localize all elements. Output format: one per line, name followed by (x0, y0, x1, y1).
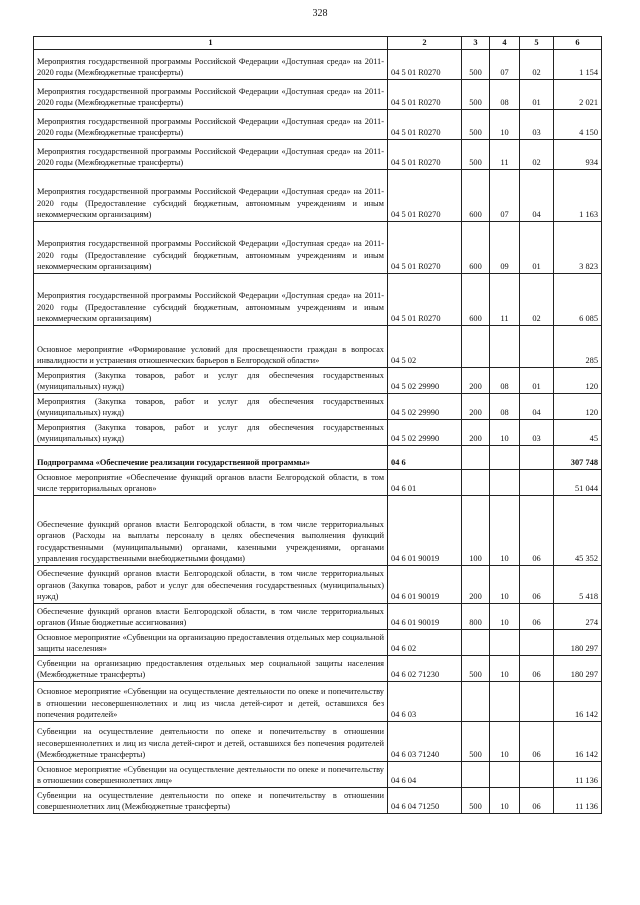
row-name-cell: Мероприятия (Закупка товаров, работ и услуг для обеспечения государственных (муниципальных) нужд) (34, 420, 388, 446)
row-section-cell: 10 (490, 496, 520, 566)
row-expense-type-cell (462, 446, 490, 470)
row-section-cell: 10 (490, 420, 520, 446)
row-amount-cell: 120 (554, 368, 602, 394)
row-expense-type-cell (462, 682, 490, 722)
row-code-cell: 04 6 04 (388, 762, 462, 788)
row-amount-cell: 934 (554, 140, 602, 170)
row-section-cell (490, 470, 520, 496)
row-subsection-cell: 06 (520, 788, 554, 814)
column-header: 4 (490, 37, 520, 50)
row-code-cell: 04 5 01 R0270 (388, 170, 462, 222)
row-subsection-cell: 02 (520, 140, 554, 170)
row-subsection-cell: 01 (520, 80, 554, 110)
table-row (34, 80, 602, 110)
row-subsection-cell: 02 (520, 50, 554, 80)
row-subsection-cell: 01 (520, 368, 554, 394)
row-amount-cell: 51 044 (554, 470, 602, 496)
row-name-cell: Мероприятия (Закупка товаров, работ и услуг для обеспечения государственных (муниципальных) нужд) (34, 368, 388, 394)
table-row (34, 762, 602, 788)
header-row (34, 37, 602, 50)
row-section-cell: 11 (490, 140, 520, 170)
row-name-cell: Обеспечение функций органов власти Белгородской области, в том числе территориальных органов (Закупка товаров, работ и услуг для обеспечения государственных (муниципальных) нужд) (34, 566, 388, 604)
row-section-cell (490, 326, 520, 368)
row-name-cell: Подпрограмма «Обеспечение реализации государственной программы» (34, 446, 388, 470)
row-amount-cell: 180 297 (554, 656, 602, 682)
row-name-cell: Мероприятия государственной программы Российской Федерации «Доступная среда» на 2011-2020 годы (Предоставление субсидий бюджетным, автономным учреждениям и иным некоммерческим организациям) (34, 274, 388, 326)
row-expense-type-cell: 500 (462, 140, 490, 170)
row-section-cell: 09 (490, 222, 520, 274)
table-row (34, 604, 602, 630)
row-expense-type-cell (462, 630, 490, 656)
table-row (34, 788, 602, 814)
row-amount-cell: 3 823 (554, 222, 602, 274)
row-amount-cell: 16 142 (554, 722, 602, 762)
row-name-cell: Мероприятия государственной программы Российской Федерации «Доступная среда» на 2011-2020 годы (Предоставление субсидий бюджетным, автономным учреждениям и иным некоммерческим организациям) (34, 222, 388, 274)
row-subsection-cell: 02 (520, 274, 554, 326)
row-section-cell: 07 (490, 50, 520, 80)
row-section-cell: 08 (490, 80, 520, 110)
row-amount-cell: 11 136 (554, 762, 602, 788)
row-amount-cell: 16 142 (554, 682, 602, 722)
row-expense-type-cell (462, 470, 490, 496)
row-subsection-cell: 03 (520, 110, 554, 140)
row-name-cell: Мероприятия государственной программы Российской Федерации «Доступная среда» на 2011-2020 годы (Предоставление субсидий бюджетным, автономным учреждениям и иным некоммерческим организациям) (34, 170, 388, 222)
row-section-cell: 08 (490, 368, 520, 394)
row-subsection-cell (520, 326, 554, 368)
table-row (34, 496, 602, 566)
row-expense-type-cell: 600 (462, 222, 490, 274)
row-subsection-cell (520, 630, 554, 656)
table-row (34, 630, 602, 656)
row-section-cell: 10 (490, 566, 520, 604)
row-amount-cell: 120 (554, 394, 602, 420)
row-subsection-cell (520, 446, 554, 470)
row-code-cell: 04 6 (388, 446, 462, 470)
row-section-cell: 10 (490, 722, 520, 762)
row-section-cell: 10 (490, 656, 520, 682)
column-header: 6 (554, 37, 602, 50)
row-expense-type-cell: 500 (462, 722, 490, 762)
row-name-cell: Мероприятия (Закупка товаров, работ и услуг для обеспечения государственных (муниципальных) нужд) (34, 394, 388, 420)
row-amount-cell: 45 (554, 420, 602, 446)
budget-table (33, 36, 602, 814)
row-subsection-cell (520, 470, 554, 496)
row-subsection-cell (520, 682, 554, 722)
table-row (34, 682, 602, 722)
row-section-cell (490, 446, 520, 470)
row-name-cell: Мероприятия государственной программы Российской Федерации «Доступная среда» на 2011-2020 годы (Межбюджетные трансферты) (34, 50, 388, 80)
row-expense-type-cell: 500 (462, 50, 490, 80)
column-header: 5 (520, 37, 554, 50)
row-expense-type-cell: 100 (462, 496, 490, 566)
row-subsection-cell: 06 (520, 566, 554, 604)
table-row (34, 368, 602, 394)
row-code-cell: 04 5 01 R0270 (388, 80, 462, 110)
table-row (34, 326, 602, 368)
row-name-cell: Обеспечение функций органов власти Белгородской области, в том числе территориальных органов (Расходы на выплаты персоналу в целях обеспечения выполнения функций государственными (муниципальными) органами, казенными учреждениями, органами управления государственными внебюджетными фондами) (34, 496, 388, 566)
row-expense-type-cell: 500 (462, 80, 490, 110)
table-body (34, 50, 602, 814)
row-name-cell: Основное мероприятие «Субвенции на осуществление деятельности по опеке и попечительству в отношении совершеннолетних лиц» (34, 762, 388, 788)
row-expense-type-cell: 200 (462, 368, 490, 394)
row-subsection-cell: 01 (520, 222, 554, 274)
row-amount-cell: 11 136 (554, 788, 602, 814)
row-subsection-cell: 06 (520, 604, 554, 630)
row-expense-type-cell: 500 (462, 788, 490, 814)
row-expense-type-cell: 600 (462, 274, 490, 326)
row-amount-cell: 6 085 (554, 274, 602, 326)
row-subsection-cell (520, 762, 554, 788)
row-code-cell: 04 6 02 (388, 630, 462, 656)
row-name-cell: Мероприятия государственной программы Российской Федерации «Доступная среда» на 2011-2020 годы (Межбюджетные трансферты) (34, 80, 388, 110)
row-code-cell: 04 5 02 (388, 326, 462, 368)
row-code-cell: 04 5 01 R0270 (388, 274, 462, 326)
row-name-cell: Субвенции на осуществление деятельности по опеке и попечительству в отношении совершеннолетних лиц (Межбюджетные трансферты) (34, 788, 388, 814)
row-code-cell: 04 5 01 R0270 (388, 222, 462, 274)
table-row (34, 446, 602, 470)
row-name-cell: Основное мероприятие «Обеспечение функций органов власти Белгородской области, в том числе территориальных органов» (34, 470, 388, 496)
row-subsection-cell: 06 (520, 496, 554, 566)
table-row (34, 110, 602, 140)
row-code-cell: 04 5 01 R0270 (388, 140, 462, 170)
row-subsection-cell: 04 (520, 170, 554, 222)
row-amount-cell: 307 748 (554, 446, 602, 470)
column-header: 3 (462, 37, 490, 50)
row-amount-cell: 45 352 (554, 496, 602, 566)
table-row (34, 566, 602, 604)
row-subsection-cell: 06 (520, 656, 554, 682)
row-section-cell: 07 (490, 170, 520, 222)
row-expense-type-cell: 600 (462, 170, 490, 222)
row-code-cell: 04 6 03 71240 (388, 722, 462, 762)
row-section-cell (490, 682, 520, 722)
row-expense-type-cell: 500 (462, 656, 490, 682)
table-row (34, 394, 602, 420)
row-expense-type-cell (462, 326, 490, 368)
row-code-cell: 04 5 02 29990 (388, 368, 462, 394)
row-amount-cell: 274 (554, 604, 602, 630)
row-section-cell: 10 (490, 788, 520, 814)
row-code-cell: 04 6 01 (388, 470, 462, 496)
row-subsection-cell: 03 (520, 420, 554, 446)
row-expense-type-cell (462, 762, 490, 788)
row-amount-cell: 1 163 (554, 170, 602, 222)
row-name-cell: Мероприятия государственной программы Российской Федерации «Доступная среда» на 2011-2020 годы (Межбюджетные трансферты) (34, 110, 388, 140)
row-section-cell: 08 (490, 394, 520, 420)
row-code-cell: 04 6 01 90019 (388, 566, 462, 604)
row-subsection-cell: 04 (520, 394, 554, 420)
row-name-cell: Основное мероприятие «Формирование условий для просвещенности граждан в вопросах инвалидности и устранения отношенческих барьеров в Белгородской области» (34, 326, 388, 368)
row-name-cell: Основное мероприятие «Субвенции на осуществление деятельности по опеке и попечительству в отношении несовершеннолетних и лиц из числа детей-сирот и детей, оставшихся без попечения родителей» (34, 682, 388, 722)
row-section-cell: 10 (490, 110, 520, 140)
row-expense-type-cell: 200 (462, 420, 490, 446)
row-name-cell: Мероприятия государственной программы Российской Федерации «Доступная среда» на 2011-2020 годы (Межбюджетные трансферты) (34, 140, 388, 170)
row-code-cell: 04 5 01 R0270 (388, 50, 462, 80)
row-name-cell: Обеспечение функций органов власти Белгородской области, в том числе территориальных органов (Иные бюджетные ассигнования) (34, 604, 388, 630)
table-row (34, 470, 602, 496)
row-section-cell (490, 762, 520, 788)
page-number: 328 (312, 8, 328, 19)
row-code-cell: 04 6 03 (388, 682, 462, 722)
table-row (34, 50, 602, 80)
column-header: 2 (388, 37, 462, 50)
row-code-cell: 04 5 02 29990 (388, 420, 462, 446)
row-amount-cell: 2 021 (554, 80, 602, 110)
row-name-cell: Основное мероприятие «Субвенции на организацию предоставления отдельных мер социальной защиты населения» (34, 630, 388, 656)
table-row (34, 722, 602, 762)
row-code-cell: 04 6 04 71250 (388, 788, 462, 814)
table-row (34, 140, 602, 170)
row-section-cell: 10 (490, 604, 520, 630)
row-expense-type-cell: 800 (462, 604, 490, 630)
row-expense-type-cell: 500 (462, 110, 490, 140)
table-row (34, 170, 602, 222)
row-expense-type-cell: 200 (462, 566, 490, 604)
row-amount-cell: 285 (554, 326, 602, 368)
table-header (34, 37, 602, 50)
row-code-cell: 04 6 01 90019 (388, 604, 462, 630)
row-expense-type-cell: 200 (462, 394, 490, 420)
table-row (34, 420, 602, 446)
column-header: 1 (34, 37, 388, 50)
row-name-cell: Субвенции на организацию предоставления отдельных мер социальной защиты населения (Межбюджетные трансферты) (34, 656, 388, 682)
row-code-cell: 04 5 01 R0270 (388, 110, 462, 140)
row-code-cell: 04 5 02 29990 (388, 394, 462, 420)
table-row (34, 274, 602, 326)
row-subsection-cell: 06 (520, 722, 554, 762)
row-amount-cell: 4 150 (554, 110, 602, 140)
row-code-cell: 04 6 01 90019 (388, 496, 462, 566)
row-section-cell: 11 (490, 274, 520, 326)
row-amount-cell: 1 154 (554, 50, 602, 80)
row-code-cell: 04 6 02 71230 (388, 656, 462, 682)
table-row (34, 656, 602, 682)
row-amount-cell: 5 418 (554, 566, 602, 604)
row-section-cell (490, 630, 520, 656)
row-name-cell: Субвенции на осуществление деятельности по опеке и попечительству в отношении несовершеннолетних и лиц из числа детей-сирот и детей, оставшихся без попечения родителей (Межбюджетные трансферты) (34, 722, 388, 762)
row-amount-cell: 180 297 (554, 630, 602, 656)
table-row (34, 222, 602, 274)
